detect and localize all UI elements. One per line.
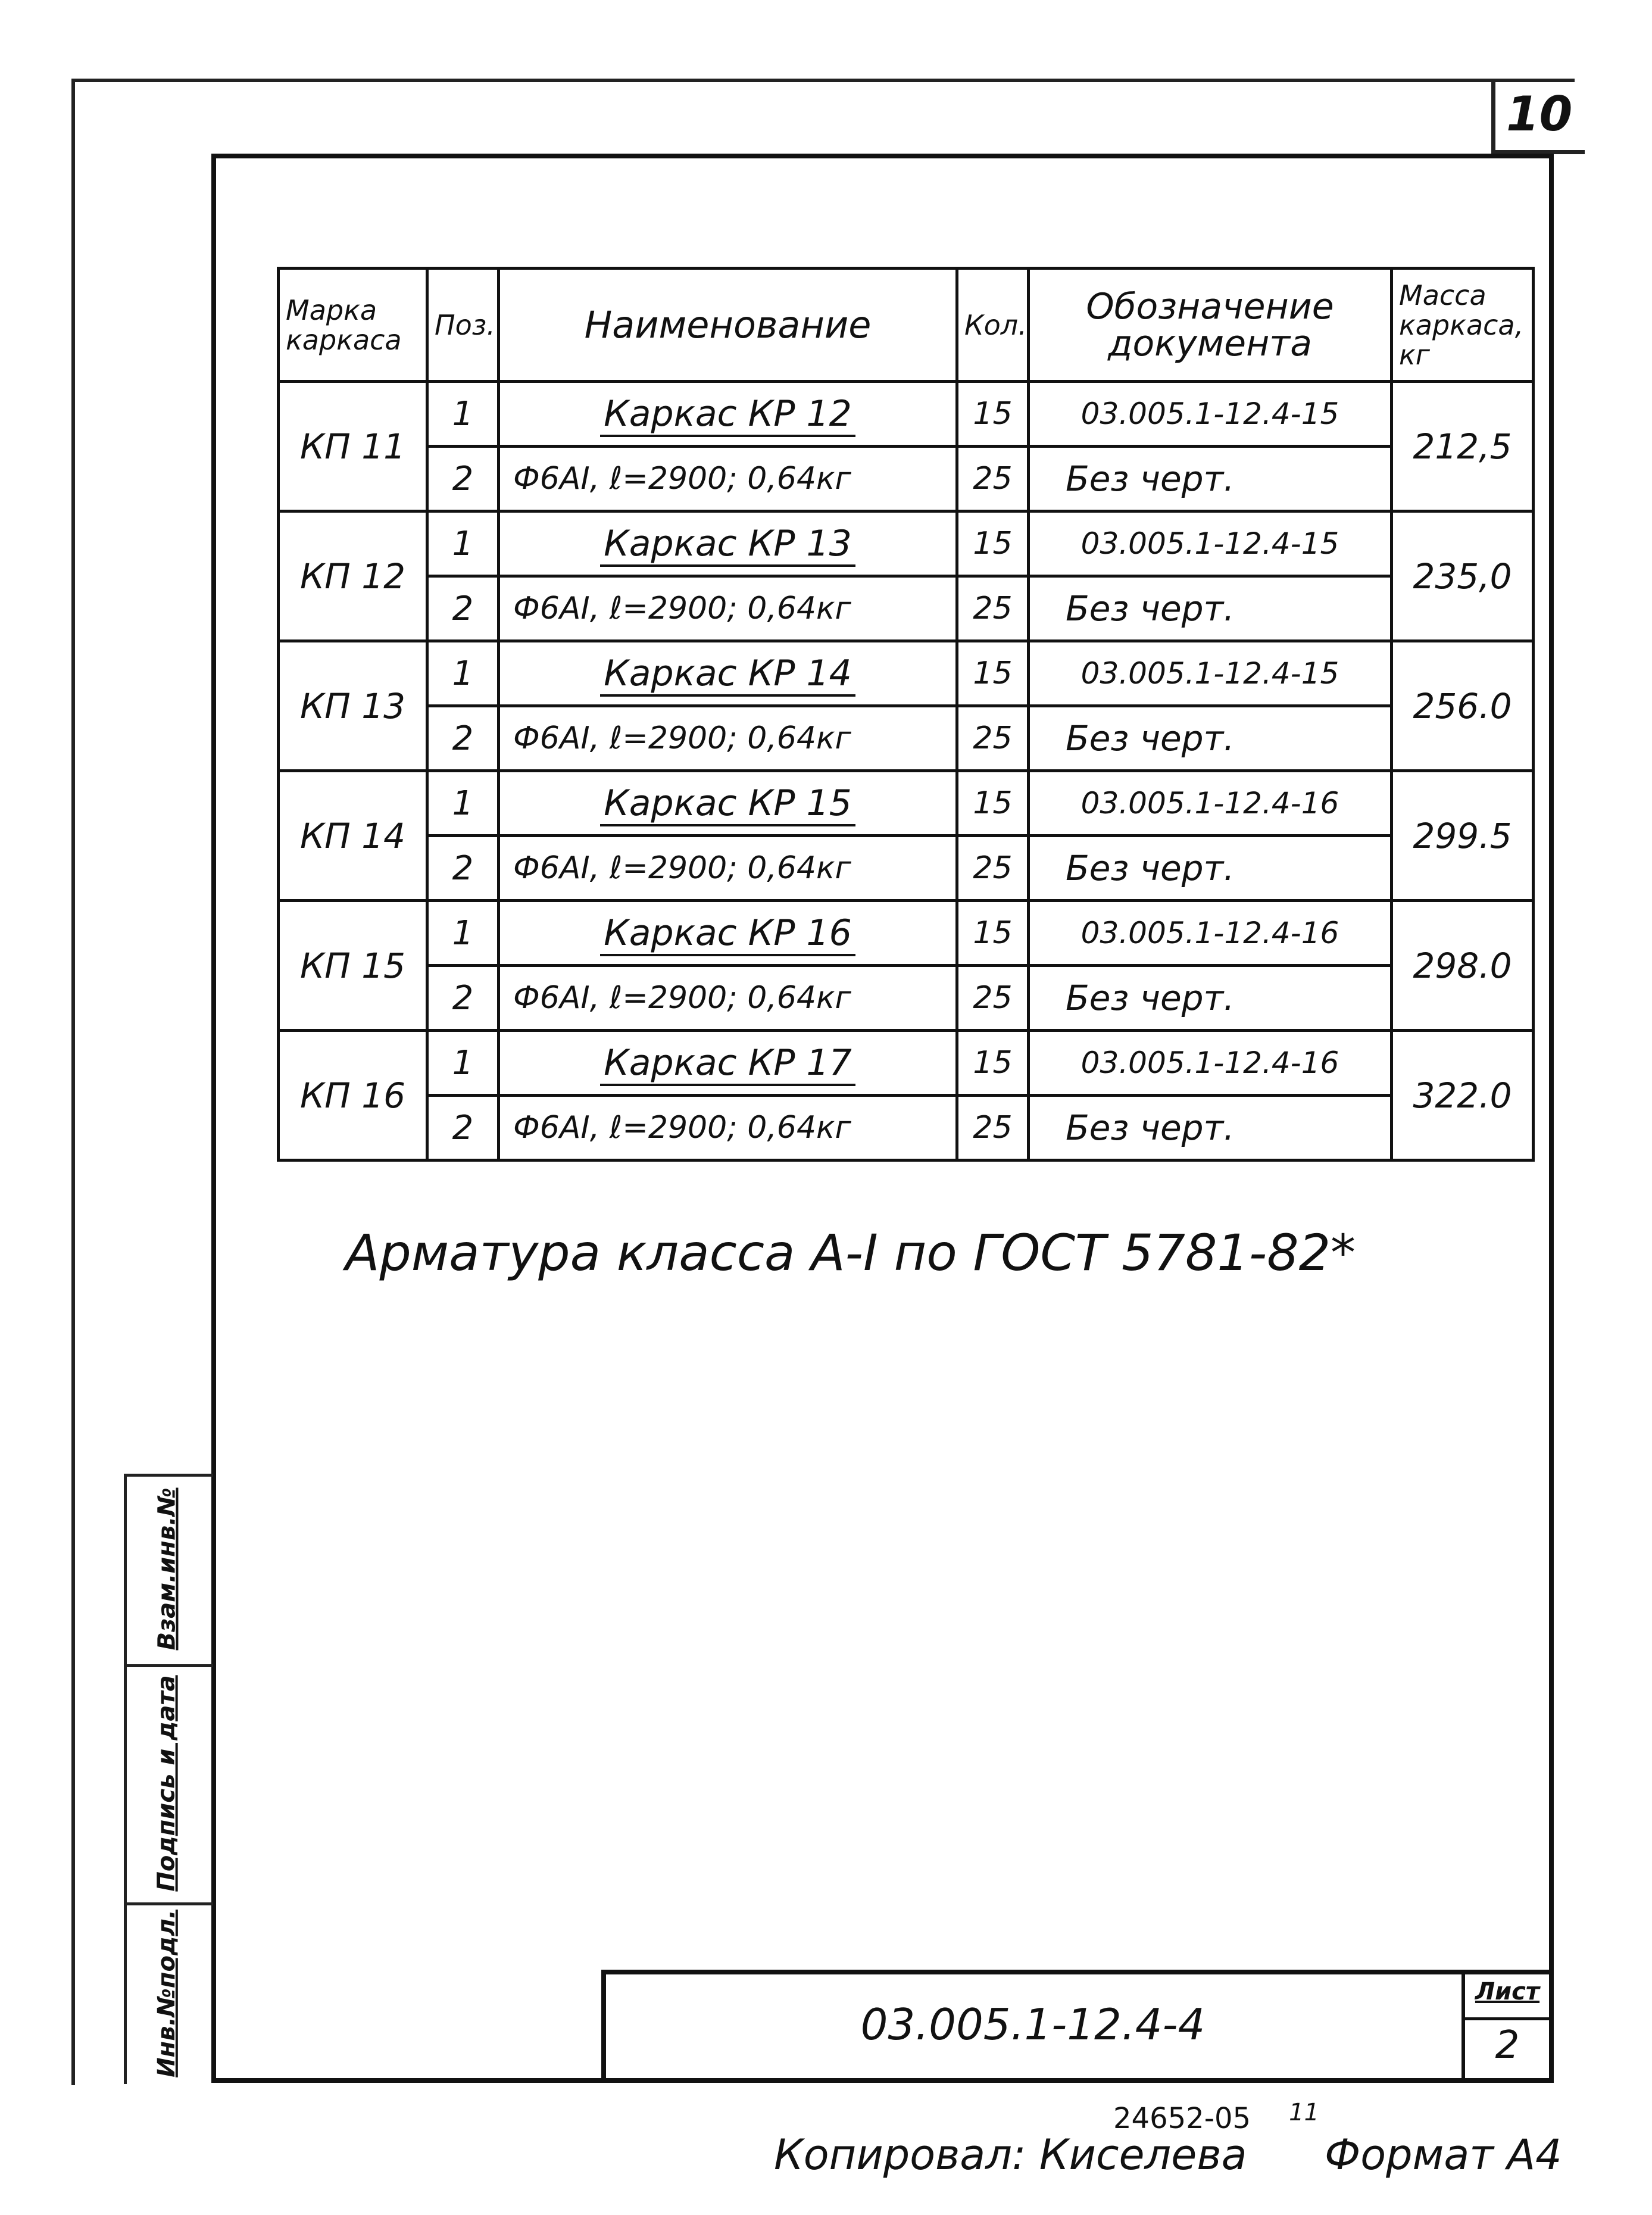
cell-qty: 25 xyxy=(957,966,1029,1031)
cell-doc: Без черт. xyxy=(1029,1096,1392,1160)
table-row xyxy=(279,576,1534,641)
cell-qty: 15 xyxy=(957,901,1029,966)
cell-mass: 256.0 xyxy=(1392,641,1534,771)
header-name: Наименование xyxy=(499,269,957,382)
table-row xyxy=(279,706,1534,771)
cell-name: Ф6АI, ℓ=2900; 0,64кг xyxy=(499,706,957,771)
cell-qty: 15 xyxy=(957,382,1029,447)
cell-name: Ф6АI, ℓ=2900; 0,64кг xyxy=(499,576,957,641)
cell-name: Ф6АI, ℓ=2900; 0,64кг xyxy=(499,1096,957,1160)
header-mass: Масса каркаса, кг xyxy=(1392,269,1534,382)
footer-number: 11 xyxy=(1289,2099,1319,2126)
header-mark: Марка каркаса xyxy=(279,269,427,382)
side-stamp-inv-replace: Взам.инв.№ xyxy=(153,1487,181,1651)
sheet-label: Лист xyxy=(1475,1978,1540,2005)
cell-qty: 15 xyxy=(957,511,1029,576)
cell-qty: 25 xyxy=(957,576,1029,641)
side-stamp-sign-date: Подпись и дата xyxy=(153,1675,180,1892)
paper-format: Формат А4 xyxy=(1325,2130,1562,2179)
cell-pos: 1 xyxy=(427,901,499,966)
cell-pos: 2 xyxy=(427,966,499,1031)
cell-mass: 212,5 xyxy=(1392,382,1534,511)
cell-mass: 298.0 xyxy=(1392,901,1534,1031)
sheet-number: 2 xyxy=(1495,2023,1520,2067)
cell-mass: 322.0 xyxy=(1392,1031,1534,1160)
cell-doc: Без черт. xyxy=(1029,447,1392,511)
table-header-row xyxy=(279,269,1534,382)
cell-doc: 03.005.1-12.4-16 xyxy=(1029,771,1392,836)
cell-name: Каркас КР 12 xyxy=(499,382,957,447)
cell-mark: КП 12 xyxy=(279,511,427,641)
cell-doc: Без черт. xyxy=(1029,706,1392,771)
title-block-divider xyxy=(1461,2017,1551,2020)
header-doc: Обозначение документа xyxy=(1029,269,1392,382)
cell-doc: 03.005.1-12.4-15 xyxy=(1029,382,1392,447)
cell-pos: 2 xyxy=(427,447,499,511)
sheet-border-top xyxy=(71,79,1575,82)
cell-doc: 03.005.1-12.4-15 xyxy=(1029,641,1392,706)
cell-doc: 03.005.1-12.4-16 xyxy=(1029,901,1392,966)
cell-name: Ф6АI, ℓ=2900; 0,64кг xyxy=(499,966,957,1031)
title-block-border xyxy=(601,1970,606,2083)
cell-mass: 235,0 xyxy=(1392,511,1534,641)
cell-name: Каркас КР 15 xyxy=(499,771,957,836)
table-row xyxy=(279,447,1534,511)
table-row xyxy=(279,966,1534,1031)
cell-mark: КП 11 xyxy=(279,382,427,511)
page-number: 10 xyxy=(1506,86,1573,142)
cell-mark: КП 13 xyxy=(279,641,427,771)
cell-name: Каркас КР 16 xyxy=(499,901,957,966)
serial-number: 24652-05 xyxy=(1113,2102,1251,2135)
cell-pos: 2 xyxy=(427,1096,499,1160)
cell-name: Ф6АI, ℓ=2900; 0,64кг xyxy=(499,836,957,901)
document-code: 03.005.1-12.4-4 xyxy=(860,1999,1206,2049)
cell-qty: 25 xyxy=(957,706,1029,771)
title-block-border xyxy=(601,1970,1551,1974)
cell-doc: Без черт. xyxy=(1029,836,1392,901)
cell-doc: Без черт. xyxy=(1029,576,1392,641)
header-pos: Поз. xyxy=(427,269,499,382)
cell-mark: КП 15 xyxy=(279,901,427,1031)
sheet-border-left xyxy=(71,79,75,2085)
title-block-divider xyxy=(1461,1970,1465,2083)
cell-qty: 25 xyxy=(957,836,1029,901)
cell-name: Ф6АI, ℓ=2900; 0,64кг xyxy=(499,447,957,511)
cell-qty: 15 xyxy=(957,1031,1029,1096)
cell-qty: 25 xyxy=(957,447,1029,511)
reinforcement-note: Арматура класса А-I по ГОСТ 5781-82* xyxy=(345,1224,1356,1282)
table-row xyxy=(279,771,1534,836)
table-row xyxy=(279,382,1534,447)
table-row xyxy=(279,836,1534,901)
side-stamp-inv-orig: Инв.№подл. xyxy=(153,1909,181,2077)
cell-name: Каркас КР 13 xyxy=(499,511,957,576)
header-qty: Кол. xyxy=(957,269,1029,382)
table-row xyxy=(279,901,1534,966)
cell-doc: 03.005.1-12.4-16 xyxy=(1029,1031,1392,1096)
cell-qty: 15 xyxy=(957,641,1029,706)
cell-qty: 15 xyxy=(957,771,1029,836)
cell-mark: КП 16 xyxy=(279,1031,427,1160)
specification-table xyxy=(277,267,1535,1162)
cell-pos: 1 xyxy=(427,382,499,447)
cell-doc: 03.005.1-12.4-15 xyxy=(1029,511,1392,576)
cell-mass: 299.5 xyxy=(1392,771,1534,901)
table-row xyxy=(279,1031,1534,1096)
cell-mark: КП 14 xyxy=(279,771,427,901)
cell-doc: Без черт. xyxy=(1029,966,1392,1031)
cell-name: Каркас КР 14 xyxy=(499,641,957,706)
table-row xyxy=(279,641,1534,706)
cell-pos: 1 xyxy=(427,511,499,576)
cell-pos: 2 xyxy=(427,836,499,901)
cell-pos: 1 xyxy=(427,641,499,706)
cell-pos: 1 xyxy=(427,1031,499,1096)
cell-qty: 25 xyxy=(957,1096,1029,1160)
table-row xyxy=(279,511,1534,576)
cell-pos: 1 xyxy=(427,771,499,836)
cell-pos: 2 xyxy=(427,576,499,641)
cell-pos: 2 xyxy=(427,706,499,771)
table-row xyxy=(279,1096,1534,1160)
cell-name: Каркас КР 17 xyxy=(499,1031,957,1096)
copied-by: Копировал: Киселева xyxy=(774,2130,1247,2179)
